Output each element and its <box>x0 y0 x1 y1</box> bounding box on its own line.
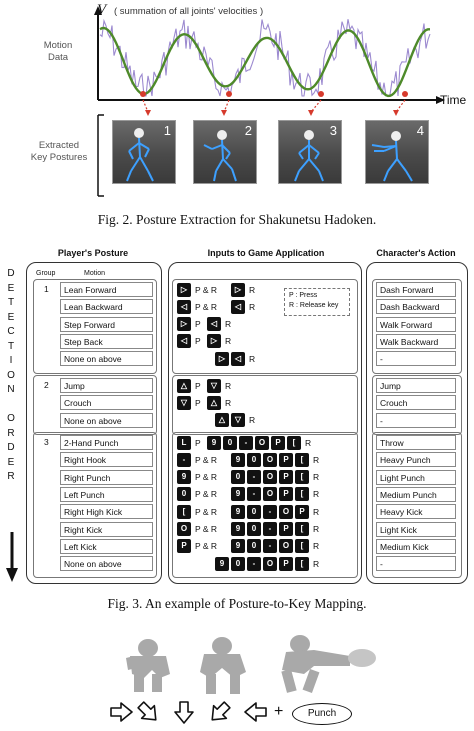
key-action-text: R <box>249 415 256 426</box>
motion-cell: Lean Backward <box>60 299 153 314</box>
motion-cell: Right Hook <box>60 452 153 467</box>
action-cell: Crouch <box>376 395 456 410</box>
action-cell: Light Punch <box>376 470 456 485</box>
key-icon: O <box>263 487 277 501</box>
action-cell: Light Kick <box>376 522 456 537</box>
motion-label-line1: Motion <box>43 40 73 51</box>
key-action-text: R <box>225 380 232 391</box>
character-silhouettes <box>100 630 400 700</box>
detection-order-letter: O <box>7 369 15 381</box>
key-icon: O <box>255 436 269 450</box>
down-arrow-icon <box>175 702 193 723</box>
key-icon: 9 <box>215 557 229 571</box>
key-icon: [ <box>177 505 191 519</box>
character-crouch-2-icon <box>200 637 246 694</box>
right-arrow-icon <box>111 703 132 721</box>
key-icon: O <box>263 557 277 571</box>
action-cell: Jump <box>376 378 456 393</box>
group-number: 3 <box>44 437 49 447</box>
motion-cell: Left Kick <box>60 539 153 554</box>
key-posture-marker <box>318 91 324 97</box>
key-icon: O <box>263 453 277 467</box>
action-cell: - <box>376 351 456 366</box>
key-icon: - <box>263 539 277 553</box>
key-action-text: P & R <box>195 506 218 517</box>
key-action-text: R <box>225 319 232 330</box>
key-icon: 9 <box>207 436 221 450</box>
posture-number: 4 <box>416 123 424 138</box>
detection-order-letter: D <box>7 442 15 453</box>
plus-sign: + <box>274 703 284 720</box>
key-icon: P <box>279 487 293 501</box>
key-action-text: P <box>195 319 201 330</box>
header-inputs: Inputs to Game Application <box>207 248 325 258</box>
key-action-text: P & R <box>195 541 218 552</box>
detection-order-letter: I <box>9 355 13 366</box>
motion-label-line2: Data <box>47 52 69 63</box>
motion-cell: Left Punch <box>60 487 153 502</box>
key-action-text: R <box>249 284 256 295</box>
action-cell: - <box>376 556 456 571</box>
key-icon: 9 <box>231 453 245 467</box>
key-icon: 0 <box>231 470 245 484</box>
legend-release: R : Release key <box>289 302 339 309</box>
motion-cell: None on above <box>60 413 153 428</box>
down-right-arrow-icon <box>135 700 163 726</box>
extracted-label-line2: Key Postures <box>30 152 88 163</box>
key-action-text: R <box>225 397 232 408</box>
left-arrow-icon <box>245 703 266 721</box>
time-axis-label: Time <box>440 93 467 107</box>
key-action-text: P & R <box>195 284 218 295</box>
key-icon: L <box>177 436 191 450</box>
key-posture-marker <box>140 91 146 97</box>
key-action-text: P <box>195 437 201 448</box>
key-icon: ▷ <box>177 317 191 331</box>
extracted-label-line1: Extracted <box>38 140 80 151</box>
key-icon: P <box>279 522 293 536</box>
key-icon: [ <box>295 470 309 484</box>
down-left-arrow-icon <box>206 700 234 726</box>
motion-cell: Right Punch <box>60 470 153 485</box>
detection-order-letter: E <box>7 311 15 323</box>
motion-data-label <box>30 40 86 64</box>
action-cell: Walk Forward <box>376 317 456 332</box>
group-number: 1 <box>44 284 49 294</box>
key-icon: ▷ <box>215 352 229 366</box>
key-posture-marker <box>402 91 408 97</box>
detection-order-letter: R <box>7 471 15 482</box>
key-icon: [ <box>295 453 309 467</box>
key-posture-marker <box>226 91 232 97</box>
key-icon: P <box>271 436 285 450</box>
key-icon: 0 <box>247 505 261 519</box>
key-action-text: P <box>195 397 201 408</box>
key-icon: 0 <box>231 557 245 571</box>
key-action-text: P & R <box>195 489 218 500</box>
action-cell: Medium Kick <box>376 539 456 554</box>
key-posture-4 <box>365 120 429 184</box>
key-icon: 9 <box>231 539 245 553</box>
key-action-text: P & R <box>195 524 218 534</box>
key-icon: 0 <box>223 436 237 450</box>
key-icon: - <box>263 505 277 519</box>
motion-cell: Step Back <box>60 334 153 349</box>
key-icon: - <box>239 436 253 450</box>
key-action-text: P & R <box>195 454 218 465</box>
motion-cell: None on above <box>60 556 153 571</box>
v-axis-label: V <box>97 2 107 18</box>
motion-cell: 2-Hand Punch <box>60 435 153 450</box>
motion-cell: Lean Forward <box>60 282 153 297</box>
motion-cell: Jump <box>60 378 153 393</box>
motion-cell: Crouch <box>60 395 153 410</box>
detection-order-letter: E <box>7 456 15 468</box>
key-icon: P <box>279 557 293 571</box>
character-hadoken-icon <box>281 635 376 693</box>
key-icon: △ <box>207 396 221 410</box>
motion-cell: Right High Kick <box>60 504 153 519</box>
figure-2-caption: Fig. 2. Posture Extraction for Shakunetsu Hadoken. <box>97 212 377 227</box>
action-cell: Throw <box>376 435 456 450</box>
key-icon: 0 <box>247 539 261 553</box>
key-icon: P <box>177 539 191 553</box>
action-cell: - <box>376 413 456 428</box>
key-posture-2 <box>193 120 257 184</box>
action-cell: Dash Backward <box>376 299 456 314</box>
detection-order-letter: O <box>7 413 15 424</box>
key-icon: 9 <box>231 505 245 519</box>
detection-order-letter: D <box>7 268 15 279</box>
key-action-text: R <box>305 437 312 448</box>
key-action-text: P & R <box>195 472 218 483</box>
detection-order-letter: R <box>7 427 15 439</box>
key-icon: ◁ <box>207 317 221 331</box>
header-players-posture: Player's Posture <box>57 248 129 258</box>
key-icon: △ <box>177 379 191 393</box>
extracted-postures-label <box>22 140 96 164</box>
key-icon: 0 <box>177 487 191 501</box>
key-icon: ▽ <box>177 396 191 410</box>
key-icon: 9 <box>231 487 245 501</box>
key-icon: [ <box>287 436 301 450</box>
detection-order-letter: N <box>7 384 15 395</box>
posture-number: 1 <box>163 123 171 138</box>
key-icon: O <box>177 522 191 536</box>
key-action-text: R <box>249 353 256 364</box>
action-cell: Heavy Punch <box>376 452 456 467</box>
key-icon: - <box>247 487 261 501</box>
key-icon: - <box>177 453 191 467</box>
key-action-text: R <box>313 541 320 552</box>
key-icon: P <box>279 470 293 484</box>
key-icon: P <box>279 453 293 467</box>
posture-number: 2 <box>244 123 252 138</box>
key-icon: 0 <box>247 522 261 536</box>
key-icon: ◁ <box>177 300 191 314</box>
key-icon: O <box>263 470 277 484</box>
key-icon: [ <box>295 487 309 501</box>
key-icon: - <box>247 557 261 571</box>
key-action-text: P <box>195 380 201 391</box>
key-action-text: R <box>313 489 320 500</box>
figure-3-caption: Fig. 3. An example of Posture-to-Key Mapping. <box>107 596 367 611</box>
key-icon: [ <box>295 557 309 571</box>
posture-number: 3 <box>329 123 337 138</box>
key-icon: ◁ <box>231 352 245 366</box>
key-posture-1 <box>112 120 176 184</box>
key-action-text: R <box>313 524 320 534</box>
group-header: Group <box>36 270 56 277</box>
key-action-text: R <box>313 472 320 483</box>
marker-arrowhead <box>145 110 151 116</box>
key-icon: ▷ <box>207 334 221 348</box>
motion-cell: Right Kick <box>60 522 153 537</box>
detection-order-letter: T <box>7 340 15 352</box>
punch-button-icon: Punch <box>292 703 352 725</box>
key-icon: ▽ <box>207 379 221 393</box>
key-icon: 0 <box>247 453 261 467</box>
key-icon: - <box>263 522 277 536</box>
key-icon: O <box>279 539 293 553</box>
key-icon: O <box>279 505 293 519</box>
key-icon: ◁ <box>177 334 191 348</box>
detection-order-letter: E <box>7 282 15 294</box>
key-icon: - <box>247 470 261 484</box>
key-icon: 9 <box>177 470 191 484</box>
key-action-text: R <box>225 336 232 347</box>
marker-arrowhead <box>393 110 399 116</box>
v-axis-note: ( summation of all joints' velocities ) <box>114 6 264 17</box>
detection-order-arrow <box>4 262 20 584</box>
header-characters-action: Character's Action <box>376 248 456 258</box>
key-action-text: R <box>313 454 320 465</box>
marker-arrowhead <box>221 110 227 116</box>
key-action-text: R <box>313 558 320 569</box>
group-number: 2 <box>44 380 49 390</box>
action-cell: Dash Forward <box>376 282 456 297</box>
key-icon: [ <box>295 539 309 553</box>
key-icon: P <box>295 505 309 519</box>
key-action-text: P <box>195 336 201 347</box>
key-action-text: R <box>249 301 256 312</box>
key-action-text: R <box>313 506 320 517</box>
key-icon: ▽ <box>231 413 245 427</box>
key-icon: ▷ <box>177 283 191 297</box>
action-cell: Medium Punch <box>376 487 456 502</box>
action-cell: Heavy Kick <box>376 504 456 519</box>
marker-arrowhead <box>308 110 314 116</box>
motion-cell: None on above <box>60 351 153 366</box>
key-action-text: P & R <box>195 301 218 312</box>
legend-press: P : Press <box>289 292 318 299</box>
key-icon: [ <box>295 522 309 536</box>
action-cell: Walk Backward <box>376 334 456 349</box>
motion-cell: Step Forward <box>60 317 153 332</box>
character-crouch-1-icon <box>126 639 170 692</box>
key-icon: 9 <box>231 522 245 536</box>
key-icon: △ <box>215 413 229 427</box>
detection-order-letter: C <box>7 326 15 337</box>
detection-order-letter: T <box>7 297 15 308</box>
key-posture-3 <box>278 120 342 184</box>
key-icon: ▷ <box>231 283 245 297</box>
key-icon: ◁ <box>231 300 245 314</box>
motion-header: Motion <box>84 270 106 277</box>
